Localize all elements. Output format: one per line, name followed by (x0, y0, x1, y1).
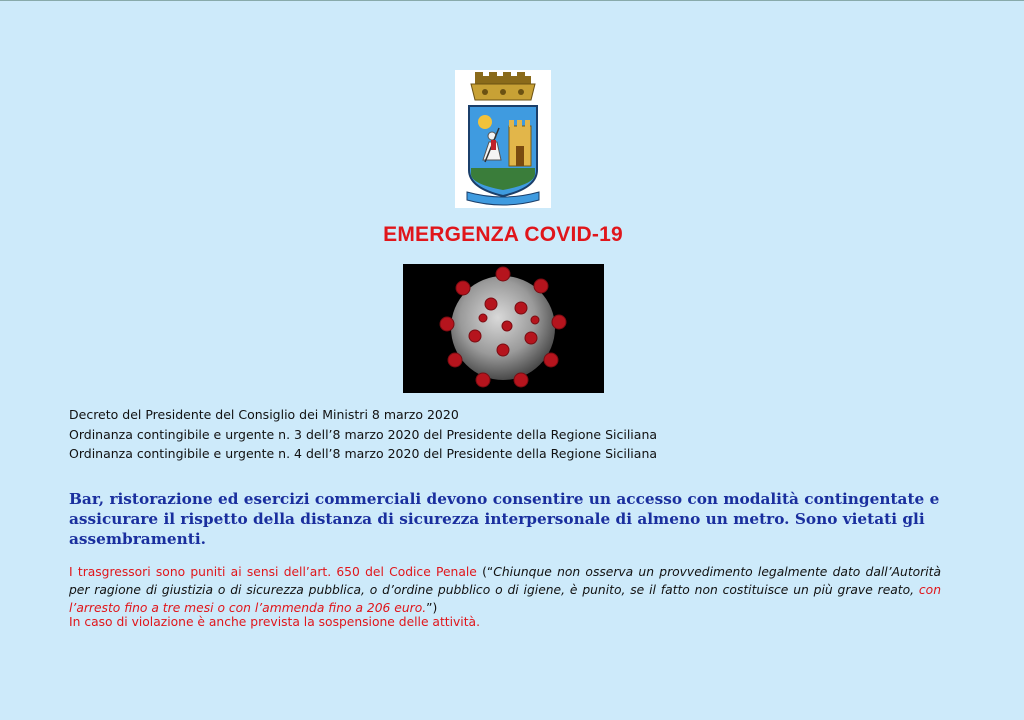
coat-of-arms-icon (455, 70, 551, 208)
coronavirus-image (403, 264, 604, 393)
penal-quote-penalty: con l’arresto fino a tre mesi o con l’ammenda fino a 206 euro. (69, 583, 941, 615)
penal-lead: I trasgressori sono puniti ai sensi dell’art. 650 del Codice Penale (69, 565, 483, 579)
decree-line: Ordinanza contingibile e urgente n. 4 dell’8 marzo 2020 del Presidente della Regione Siciliana (69, 446, 658, 461)
penal-quote: Chiunque non osserva un provvedimento legalmente dato dall’Autorità per ragione di giustizia o di sicurezza pubblica, o d’ordine pubblico o di igiene, è punito, se il fatto non costituisce un più grave reato, (69, 565, 942, 597)
decree-line: Ordinanza contingibile e urgente n. 3 dell’8 marzo 2020 del Presidente della Regione Siciliana (69, 426, 658, 442)
penal-open-quote: (“ (482, 565, 494, 579)
decree-list (69, 405, 689, 464)
suspension-notice: In caso di violazione è anche prevista la sospensione delle attività. (69, 615, 480, 629)
penal-close-quote: ”) (426, 601, 438, 615)
coronavirus-icon (403, 264, 604, 393)
main-notice: Bar, ristorazione ed esercizi commerciali devono consentire un accesso con modalità contingentate e assicurare il rispetto della distanza di sicurezza interpersonale di almeno un metro. Sono vietati gli assembramenti. (69, 490, 940, 548)
decree-line: Decreto del Presidente del Consiglio dei Ministri 8 marzo 2020 (69, 407, 459, 422)
page-title: EMERGENZA COVID-19 (383, 223, 623, 246)
penal-notice (69, 563, 941, 617)
